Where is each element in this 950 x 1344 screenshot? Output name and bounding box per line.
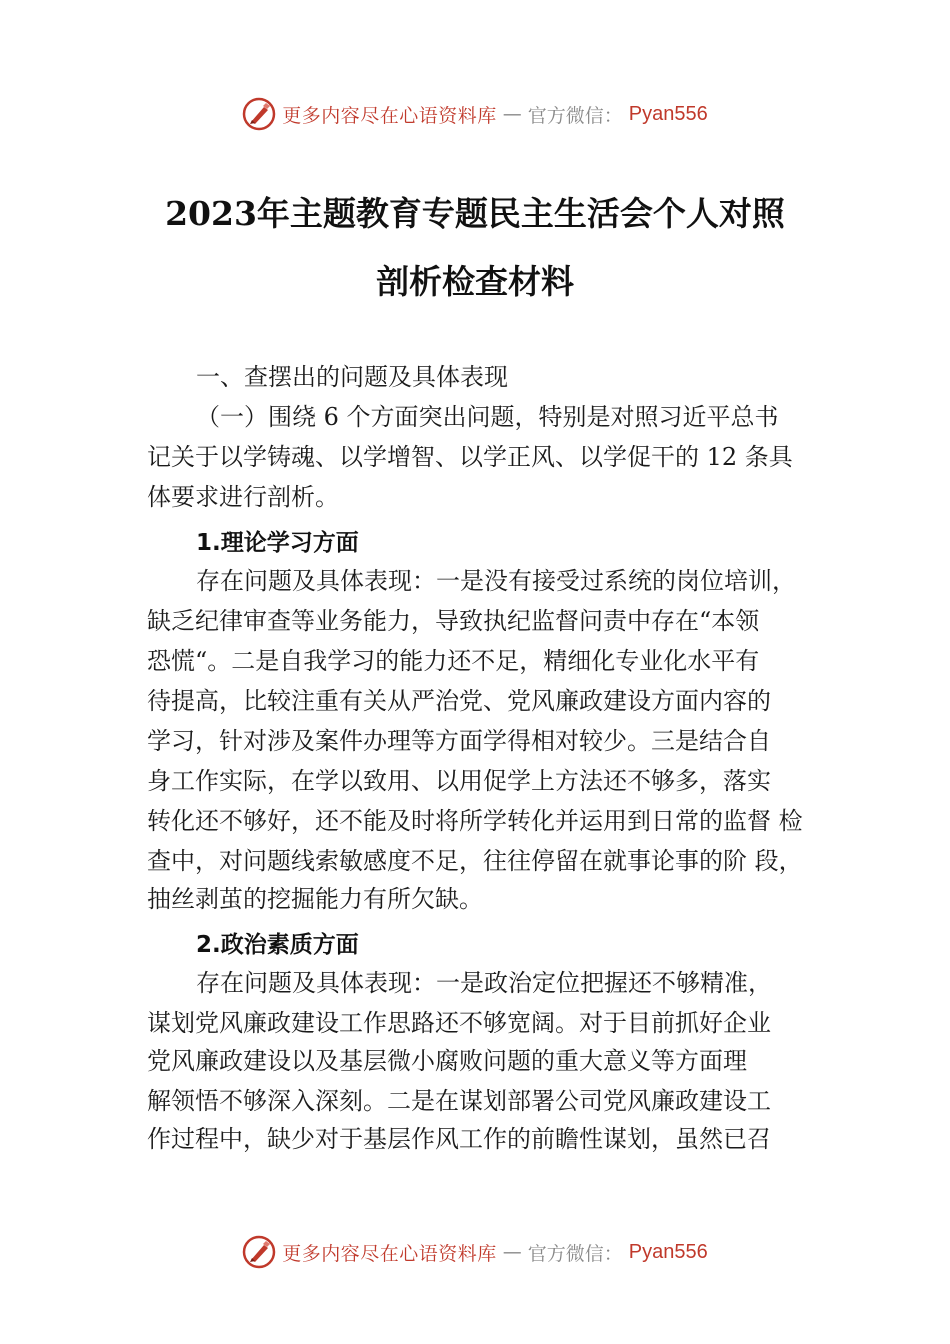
watermark-separator: — <box>502 1241 522 1263</box>
paragraph-line: 身工作实际，在学以致用、以用促学上方法还不够多，落实 <box>147 767 771 795</box>
watermark-wechat-id: Pyan556 <box>628 102 708 125</box>
paragraph-line: 存在问题及具体表现：一是政治定位把握还不够精准， <box>196 969 772 997</box>
subsection-heading: 2.政治素质方面 <box>196 932 359 958</box>
paragraph-line: 待提高，比较注重有关从严治党、党风廉政建设方面内容的 <box>147 687 771 715</box>
paragraph-line: 缺乏纪律审查等业务能力，导致执纪监督问责中存在“本领 <box>147 607 760 635</box>
watermark-text: 更多内容尽在心语资料库 <box>282 1242 497 1265</box>
paragraph-line: 党风廉政建设以及基层微小腐败问题的重大意义等方面理 <box>147 1047 747 1075</box>
paragraph-line: 恐慌“。二是自我学习的能力还不足，精细化专业化水平有 <box>147 647 760 675</box>
paragraph-line: 学习，针对涉及案件办理等方面学得相对较少。三是结合自 <box>147 727 771 755</box>
paragraph-line: 体要求进行剖析。 <box>147 483 339 511</box>
subsection-heading: 1.理论学习方面 <box>196 530 359 556</box>
watermark-banner-bottom <box>0 1232 950 1272</box>
watermark-text: 更多内容尽在心语资料库 <box>282 104 497 127</box>
paragraph-line: 解领悟不够深入深刻。二是在谋划部署公司党风廉政建设工 <box>147 1087 771 1115</box>
paragraph-line: 存在问题及具体表现：一是没有接受过系统的岗位培训， <box>196 567 796 595</box>
paragraph-line: 记关于以学铸魂、以学增智、以学正风、以学促干的 12 条具 <box>147 443 793 471</box>
paragraph-line: 抽丝剥茧的挖掘能力有所欠缺。 <box>147 885 483 913</box>
paragraph-line: 作过程中，缺少对于基层作风工作的前瞻性谋划，虽然已召 <box>147 1125 771 1153</box>
pen-logo-icon <box>242 97 276 131</box>
watermark-separator: — <box>502 103 522 125</box>
paragraph-line: 查中，对问题线索敏感度不足，往往停留在就事论事的阶 段， <box>147 847 803 875</box>
document-title-line2: 剖析检查材料 <box>376 262 574 301</box>
paragraph-line: （一）围绕 6 个方面突出问题，特别是对照习近平总书 <box>196 403 779 431</box>
watermark-wechat-label: 官方微信： <box>527 104 623 127</box>
watermark-wechat-label: 官方微信： <box>527 1242 623 1265</box>
paragraph-line: 转化还不够好，还不能及时将所学转化并运用到日常的监督 检 <box>147 807 803 835</box>
watermark-wechat-id: Pyan556 <box>628 1240 708 1263</box>
section-heading: 一、查摆出的问题及具体表现 <box>196 363 508 391</box>
document-title-line1: 2023年主题教育专题民主生活会个人对照 <box>165 194 785 233</box>
paragraph-line: 谋划党风廉政建设工作思路还不够宽阔。对于目前抓好企业 <box>147 1009 771 1037</box>
watermark-banner-top <box>0 94 950 134</box>
pen-logo-icon <box>242 1235 276 1269</box>
